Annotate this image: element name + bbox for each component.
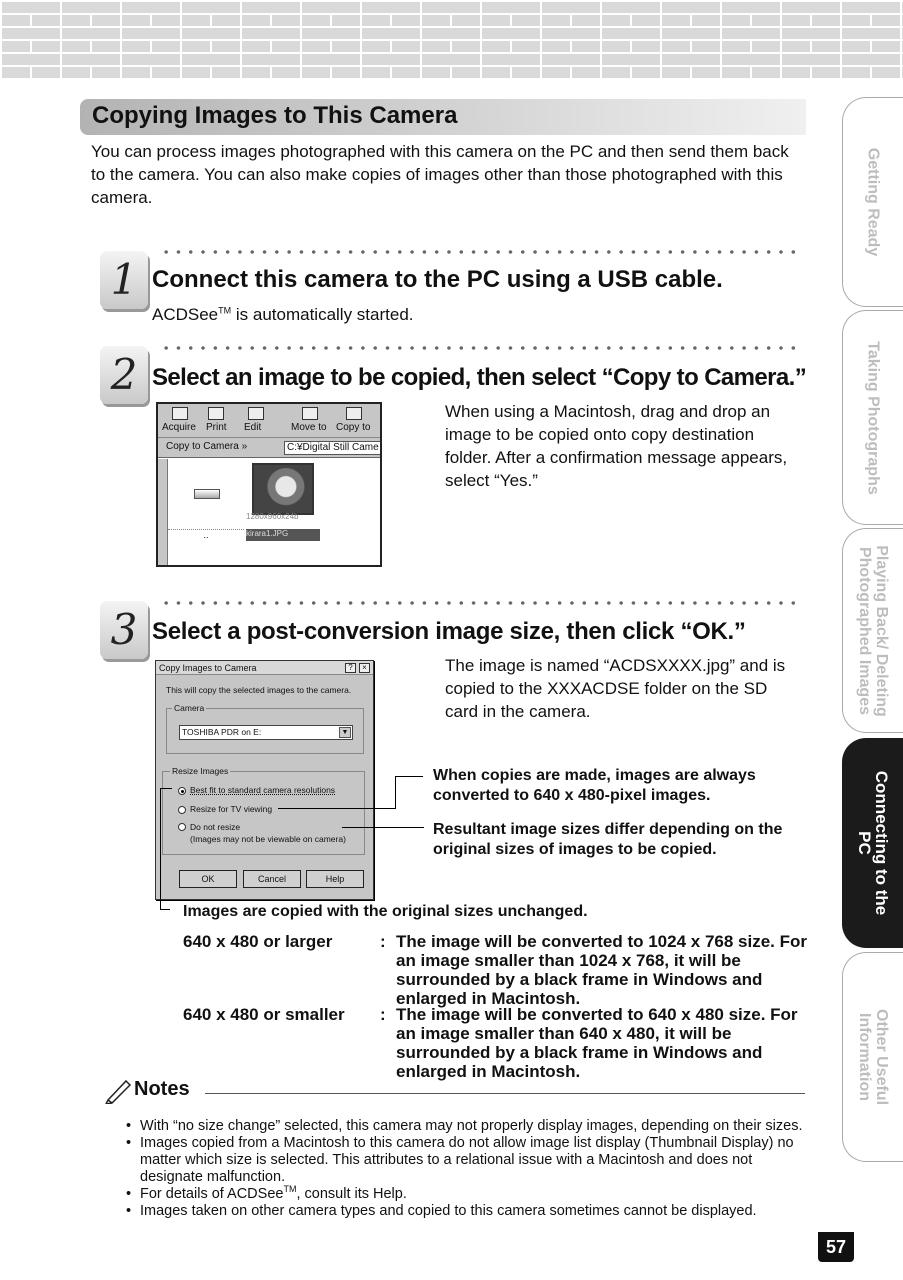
step-body-text: ACDSee xyxy=(152,305,219,324)
acdsee-addressbar xyxy=(158,438,380,458)
tab-other-info[interactable] xyxy=(842,952,903,1162)
option-best-fit[interactable]: Best fit to standard camera resolutions xyxy=(190,785,336,795)
toolbar-move[interactable]: Move to xyxy=(291,422,327,433)
acdsee-left-pane xyxy=(158,459,168,567)
toolbar-edit[interactable]: Edit xyxy=(244,422,262,433)
tab-label xyxy=(856,1009,890,1105)
copy-dialog xyxy=(155,660,374,900)
step-number: 1 xyxy=(100,251,148,309)
address-field[interactable]: C:¥Digital Still Came xyxy=(284,441,382,455)
size-sep: : xyxy=(380,1005,386,1024)
callout-line xyxy=(160,909,170,910)
dialog-title: Copy Images to Camera xyxy=(156,661,373,675)
pencil-icon xyxy=(104,1078,132,1104)
print-icon xyxy=(208,407,224,420)
edit-icon xyxy=(248,407,264,420)
toolbar-print[interactable]: Print xyxy=(206,422,227,433)
step-side-text: The image is named “ACDSXXXX.jpg” and is copied to the XXXACDSE folder on the SD card in the camera. xyxy=(445,656,786,721)
callout-line xyxy=(395,776,396,809)
copy-to-camera-label: Copy to Camera xyxy=(166,441,239,452)
page-number: 57 xyxy=(818,1232,854,1262)
tab-label-line1: Connecting to the xyxy=(872,770,891,916)
size-sep: : xyxy=(380,932,386,951)
cancel-button[interactable]: Cancel xyxy=(243,870,301,888)
notes-heading: Notes xyxy=(134,1078,190,1100)
step-heading: Select a post-conversion image size, then click “OK.” xyxy=(152,618,746,645)
callout-tv: Resultant image sizes differ depending on the original sizes of images to be copied. xyxy=(433,821,783,858)
callout-best-fit: When copies are made, images are always converted to 640 x 480-pixel images. xyxy=(433,767,756,804)
acdsee-screenshot xyxy=(156,402,382,567)
close-icon[interactable]: × xyxy=(359,663,370,673)
callout-line xyxy=(342,827,424,828)
parent-folder-label: .. xyxy=(168,529,244,541)
step-heading: Select an image to be copied, then select “Copy to Camera.” xyxy=(152,364,807,391)
size-text: The image will be converted to 1024 x 768 size. For an image smaller than 1024 x 768, it will be surrounded by a black frame in Windows and enlarged in Macintosh. xyxy=(396,932,807,1008)
intro-paragraph: You can process images photographed with this camera on the PC and then send them back to the camera. You can also make copies of images other than those photographed with this camera. xyxy=(91,142,789,207)
copy-to-camera-button[interactable] xyxy=(166,441,247,452)
tab-label xyxy=(856,545,890,717)
help-button[interactable]: Help xyxy=(306,870,364,888)
size-label: 640 x 480 or larger xyxy=(183,932,333,951)
camera-group-label: Camera xyxy=(174,703,205,713)
tab-label-line1: Playing Back/ Deleting xyxy=(873,544,890,717)
copy-icon xyxy=(346,407,362,420)
tab-label-line1: Other Useful xyxy=(873,1008,890,1106)
help-icon[interactable]: ? xyxy=(345,663,356,673)
camera-select-value: TOSHIBA PDR on E: xyxy=(182,727,262,737)
resize-group-label: Resize Images xyxy=(172,766,229,776)
dialog-description: This will copy the selected images to the camera. xyxy=(166,685,352,695)
move-icon xyxy=(302,407,318,420)
callout-line xyxy=(160,788,161,910)
list-item xyxy=(126,1186,806,1203)
list-item: • Images copied from a Macintosh to this camera do not allow image list display (Thumbnail Display) no matter which size is selected. This attributes to a relational issue with a Macintosh and does not designate malfunction. xyxy=(126,1135,806,1186)
size-label: 640 x 480 or smaller xyxy=(183,1005,345,1024)
acdsee-toolbar xyxy=(158,404,380,438)
toolbar-copy[interactable]: Copy to xyxy=(336,422,371,433)
tab-taking-photographs[interactable] xyxy=(842,310,903,525)
dotted-separator xyxy=(160,600,800,606)
tab-label: Getting Ready xyxy=(864,147,882,257)
option-no-resize-note: (Images may not be viewable on camera) xyxy=(190,834,346,844)
list-item: • With “no size change” selected, this camera may not properly display images, depending on their sizes. xyxy=(126,1118,806,1135)
option-tv[interactable]: Resize for TV viewing xyxy=(190,804,273,814)
step-body xyxy=(152,303,414,326)
step-side-text: When using a Macintosh, drag and drop an image to be copied onto copy destination folder. After a confirmation message appears, select “Yes.” xyxy=(445,402,788,490)
dotted-separator xyxy=(160,249,800,255)
callout-line xyxy=(395,776,423,777)
trademark: TM xyxy=(218,305,232,316)
step-body-text-end: is automatically started. xyxy=(231,305,414,324)
notes-rule xyxy=(205,1093,805,1094)
callout-line xyxy=(160,788,172,789)
chevron-down-icon[interactable]: ▼ xyxy=(339,727,351,738)
camera-select[interactable] xyxy=(179,725,353,740)
option-no-resize[interactable]: Do not resize xyxy=(190,822,241,832)
callout-line xyxy=(278,808,396,809)
ok-button[interactable]: OK xyxy=(179,870,237,888)
drive-icon[interactable] xyxy=(194,489,220,499)
notes-list xyxy=(126,1118,806,1220)
step-heading: Connect this camera to the PC using a USB cable. xyxy=(152,266,723,293)
callout-no-resize: Images are copied with the original sizes unchanged. xyxy=(183,903,588,920)
thumb-filename: kirara1.JPG xyxy=(246,529,320,541)
tab-label: Taking Photographs xyxy=(864,340,882,495)
note-text-end: , consult its Help. xyxy=(296,1186,407,1202)
note-text: For details of ACDSee xyxy=(140,1186,284,1202)
radio-tv[interactable] xyxy=(178,806,186,814)
tab-playing-back[interactable] xyxy=(842,528,903,733)
thumb-caption: 1280x960x24b xyxy=(246,512,299,521)
section-title: Copying Images to This Camera xyxy=(92,102,458,129)
tab-label xyxy=(856,771,890,915)
step-number: 3 xyxy=(100,601,148,659)
tab-connecting-to-pc[interactable] xyxy=(842,738,903,948)
header-pattern-offset xyxy=(0,13,903,78)
image-thumbnail[interactable] xyxy=(252,463,314,515)
chevron-icon: » xyxy=(241,441,248,452)
list-item: • Images taken on other camera types and copied to this camera sometimes cannot be displayed. xyxy=(126,1203,806,1220)
size-text: The image will be converted to 640 x 480 size. For an image smaller than 640 x 480, it will be surrounded by a black frame in Windows and enlarged in Macintosh. xyxy=(396,1005,798,1081)
acquire-icon xyxy=(172,407,188,420)
tab-getting-ready[interactable] xyxy=(842,97,903,307)
toolbar-acquire[interactable]: Acquire xyxy=(162,422,196,433)
tab-label-line2: Information xyxy=(856,1012,873,1101)
radio-no-resize[interactable] xyxy=(178,823,186,831)
trademark: TM xyxy=(283,1184,297,1195)
tab-label-line2: PC xyxy=(855,831,874,855)
step-number: 2 xyxy=(100,346,148,404)
radio-best-fit[interactable] xyxy=(178,787,186,795)
dotted-separator xyxy=(160,345,800,351)
tab-label-line2: Photographed Images xyxy=(856,546,873,715)
